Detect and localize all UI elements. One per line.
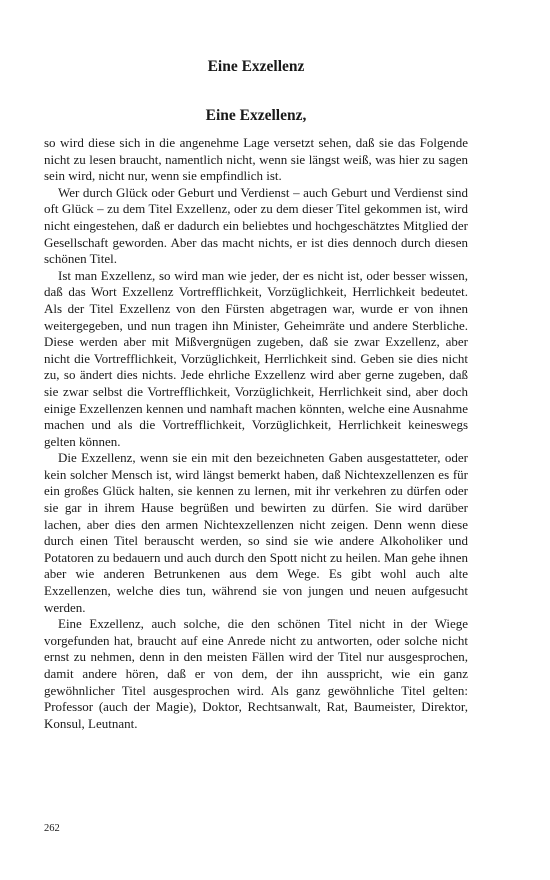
body-text xyxy=(44,135,468,732)
page-number: 262 xyxy=(44,823,60,834)
paragraph: Eine Exzellenz, auch solche, die den schönen Titel nicht in der Wiege vorgefunden hat, braucht auf eine Anrede nicht zu antworten, oder solche nicht ernst zu nehmen, denn in den meisten Fällen wird der Titel nur ausgesprochen, damit andere hören, daß er von dem, der ihn ausspricht, wie ein ganz gewöhnlicher Titel ausgesprochen wird. Als ganz gewöhnliche Titel gelten: Professor (auch der Magie), Doktor, Rechtsanwalt, Rat, Baumeister, Direktor, Konsul, Leutnant. xyxy=(44,616,468,731)
running-head: Eine Exzellenz xyxy=(207,58,305,75)
paragraph: so wird diese sich in die angenehme Lage versetzt sehen, daß sie das Folgende nicht zu lesen braucht, namentlich nicht, wenn sie längst weiß, was hier zu sagen sein wird, nicht nur, wenn sie empfindlich ist. xyxy=(44,135,468,184)
section-title: Eine Exzellenz, xyxy=(205,107,307,124)
paragraph: Wer durch Glück oder Geburt und Verdienst – auch Geburt und Verdienst sind oft Glück – zu dem Titel Exzellenz, oder zu dem dieser Titel gekommen ist, wird nicht eingestehen, daß er dadurch ein beliebtes und hochgeschätztes Mitglied der Gesellschaft geworden. Aber das macht nichts, er ist dies dennoch durch diesen schönen Titel. xyxy=(44,184,468,267)
paragraph: Die Exzellenz, wenn sie ein mit den bezeichneten Gaben ausgestatteter, oder kein solcher Mensch ist, wird längst bemerkt haben, daß Nichtexzellenzen es für ein großes Glück halten, sie kennen zu lernen, mit ihr verkehren zu dürfen oder sie gar in ihrem Hause begrüßen und bewirten zu dürfen. Sie wird darüber lachen, aber dies den armen Nichtexzellenzen nicht zeigen. Denn wenn diese durch einen Titel berauscht werden, so sind sie wie andere Alkoholiker und Potatoren zu bedauern und auch durch den Spott nicht zu heilen. Man gehe ihnen aber wie anderen Betrunkenen aus dem Wege. Es gibt wohl auch alte Exzellenzen, welche dies tun, während sie von jungen und neuen aufgesucht werden. xyxy=(44,450,468,615)
paragraph: Ist man Exzellenz, so wird man wie jeder, der es nicht ist, oder besser wissen, daß das Wort Exzellenz Vortrefflichkeit, Vorzüglichkeit, Herrlichkeit bedeutet. Als der Titel Exzellenz von den Fürsten abgetragen war, wurde er von ihnen weitergegeben, und nun tragen ihn Minister, Geheimräte und andere Sterbliche. Diese werden aber mit Mißvergnügen zugeben, daß sie zwar Exzellenz, aber nicht die Vortrefflichkeit, Vorzüglichkeit, Herrlichkeit sind. Geben sie dies nicht zu, so ändert dies nichts. Jede ehrliche Exzellenz wird aber gerne zugeben, daß sie zwar selbst die Vortrefflichkeit, Vorzüglichkeit, Herrlichkeit sind, aber doch einige Exzellenzen kennen und namhaft machen könnten, welche eine Ausnahme machen und als die Vortrefflichkeit, Vorzüglichkeit, Herrlichkeit keineswegs gelten können. xyxy=(44,267,468,449)
